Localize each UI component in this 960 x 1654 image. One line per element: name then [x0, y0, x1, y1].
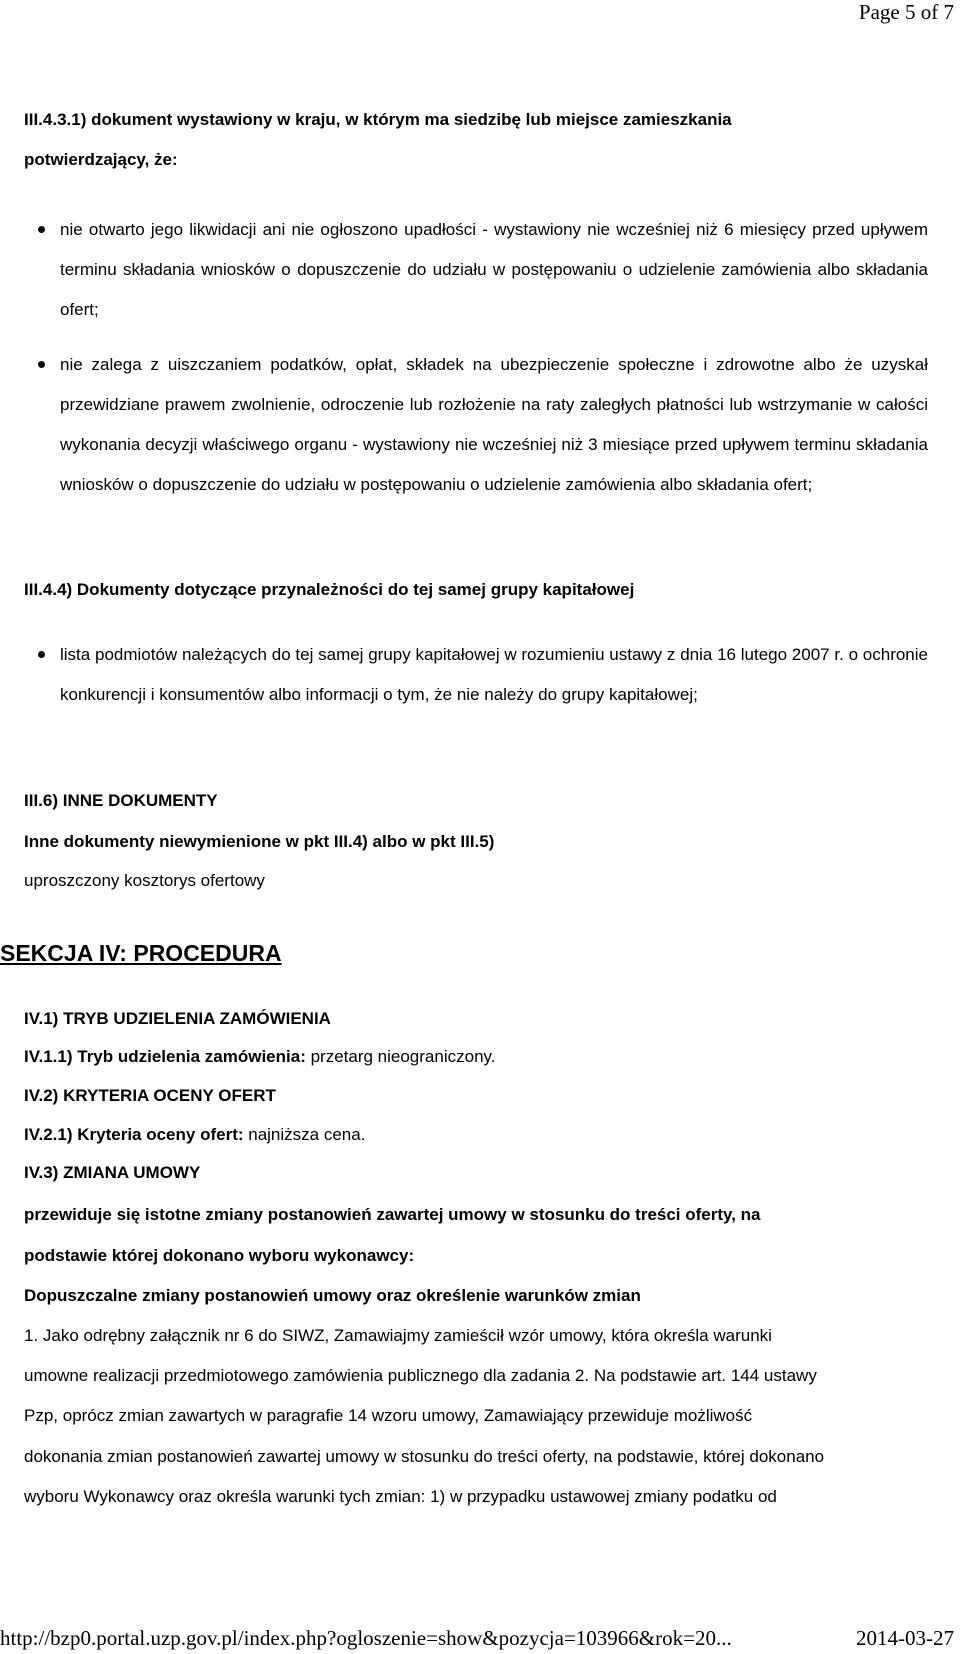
allowed-changes-heading: Dopuszczalne zmiany postanowień umowy oraz określenie warunków zmian [24, 1286, 641, 1305]
list-item: nie otwarto jego likwidacji ani nie ogłoszono upadłości - wystawiony nie wcześniej niż 6 miesięcy przed upływem terminu składania wniosków o dopuszczenie do udziału w postępowaniu o udzielenie zamówienia albo składania ofert; [60, 220, 928, 319]
contract-change-line: przewiduje się istotne zmiany postanowień zawartej umowy w stosunku do treści oferty, na [24, 1205, 761, 1224]
section-heading-iii-4-3-1-cont: potwierdzający, że: [24, 150, 178, 169]
field-iv-1-1-value: przetarg nieograniczony. [305, 1047, 496, 1066]
section-heading-iii-4-3-1: III.4.3.1) dokument wystawiony w kraju, w którym ma siedzibę lub miejsce zamieszkania [24, 110, 732, 129]
field-iv-1-1-label: IV.1.1) Tryb udzielenia zamówienia: [24, 1047, 306, 1066]
field-iv-2-1 [24, 1115, 365, 1155]
allowed-changes-line: dokonania zmian postanowień zawartej umowy w stosunku do treści oferty, na podstawie, której dokonano [24, 1447, 825, 1466]
bullet-icon [38, 226, 45, 233]
bullet-icon [38, 361, 45, 368]
allowed-changes-line: Pzp, oprócz zmian zawartych w paragrafie 14 wzoru umowy, Zamawiający przewiduje możliwość [24, 1406, 753, 1425]
subheading-other-documents: Inne dokumenty niewymienione w pkt III.4) albo w pkt III.5) [24, 832, 495, 851]
field-iv-1-1 [24, 1037, 495, 1077]
page-footer [0, 1622, 960, 1654]
heading-iv-3: IV.3) ZMIANA UMOWY [24, 1163, 201, 1182]
field-iv-2-1-value: najniższa cena. [243, 1125, 366, 1144]
allowed-changes-line: 1. Jako odrębny załącznik nr 6 do SIWZ, Zamawiajmy zamieścił wzór umowy, która określa warunki [24, 1326, 772, 1345]
contract-change-line: podstawie której dokonano wyboru wykonawcy: [24, 1246, 415, 1265]
heading-iv-1: IV.1) TRYB UDZIELENIA ZAMÓWIENIA [24, 1009, 331, 1028]
section-title-iv: SEKCJA IV: PROCEDURA [0, 940, 282, 966]
allowed-changes-line: umowne realizacji przedmiotowego zamówienia publicznego dla zadania 2. Na podstawie art. 144 ustawy [24, 1366, 817, 1385]
section-heading-iii-4-4: III.4.4) Dokumenty dotyczące przynależności do tej samej grupy kapitałowej [24, 580, 635, 599]
list-item: lista podmiotów należących do tej samej grupy kapitałowej w rozumieniu ustawy z dnia 16 lutego 2007 r. o ochronie konkurencji i konsumentów albo informacji o tym, że nie należy do grupy kapitałowej; [60, 645, 928, 704]
other-documents-value: uproszczony kosztorys ofertowy [24, 871, 265, 890]
allowed-changes-line: wyboru Wykonawcy oraz określa warunki tych zmian: 1) w przypadku ustawowej zmiany podatku od [24, 1487, 777, 1506]
footer-date: 2014-03-27 [856, 1626, 954, 1650]
bullet-icon [38, 651, 45, 658]
list-item: nie zalega z uiszczaniem podatków, opłat, składek na ubezpieczenie społeczne i zdrowotne albo że uzyskał przewidziane prawem zwolnienie, odroczenie lub rozłożenie na raty zaległych płatności lub wstrzymanie w całości wykonania decyzji właściwego organu - wystawiony nie wcześniej niż 3 miesiące przed upływem terminu składania wniosków o dopuszczenie do udziału w postępowaniu o udzielenie zamówienia albo składania ofert; [60, 355, 928, 494]
page-number: Page 5 of 7 [858, 0, 954, 24]
footer-url: http://bzp0.portal.uzp.gov.pl/index.php?ogloszenie=show&pozycja=103966&rok=20... [0, 1626, 732, 1650]
section-heading-iii-6: III.6) INNE DOKUMENTY [24, 791, 218, 810]
heading-iv-2: IV.2) KRYTERIA OCENY OFERT [24, 1086, 276, 1105]
field-iv-2-1-label: IV.2.1) Kryteria oceny ofert: [24, 1125, 244, 1144]
